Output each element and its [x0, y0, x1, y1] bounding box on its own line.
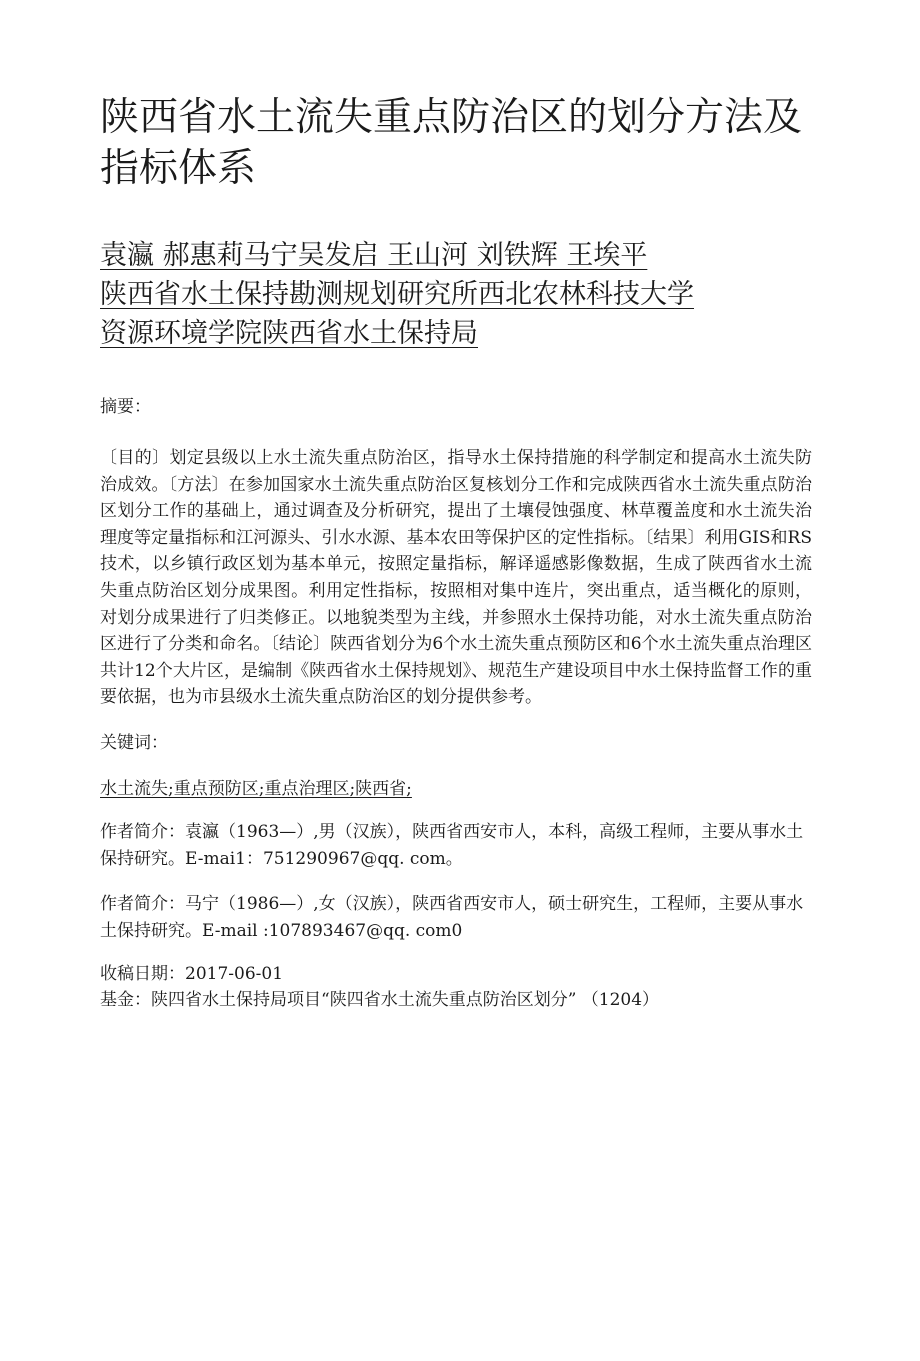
affiliation-line[interactable]: 资源环境学院陕西省水土保持局: [100, 318, 478, 349]
authors-block: [100, 236, 820, 353]
abstract-text: 〔目的〕划定县级以上水土流失重点防治区，指导水土保持措施的科学制定和提高水土流失防治成效。〔方法〕在参加国家水土流失重点防治区复核划分工作和完成陕西省水土流失重点防治区划分工作的基础上，通过调查及分析研究，提出了土壤侵蚀强度、林草覆盖度和水土流失治理度等定量指标和江河源头、引水水源、基本农田等保护区的定性指标。〔结果〕利用GIS和RS技术，以乡镇行政区划为基本单元，按照定量指标，解译遥感影像数据，生成了陕西省水土流失重点防治区划分成果图。利用定性指标，按照相对集中连片，突出重点，适当概化的原则，对划分成果进行了归类修正。以地貌类型为主线，并参照水土保持功能，对水土流失重点防治区进行了分类和命名。〔结论〕陕西省划分为6个水土流失重点预防区和6个水土流失重点治理区共计12个大片区，是编制《陕西省水土保持规划》、规范生产建设项目中水土保持监督工作的重要依据，也为市县级水土流失重点防治区的划分提供参考。: [100, 448, 812, 708]
author-intro-2: 作者简介：马宁（1986—）,女（汉族），陕西省西安市人，硕士研究生，工程师，主要从事水土保持研究。E-mail :107893467@qq. com0: [100, 893, 804, 941]
author-intro-1: 作者简介：袁瀛（1963—）,男（汉族），陕西省西安市人，本科，高级工程师，主要从事水土保持研究。E-mai1：751290967@qq. com。: [100, 821, 804, 869]
authors-line[interactable]: 袁瀛 郝惠莉马宁吴发启 王山河 刘铁辉 王埃平: [100, 240, 648, 271]
publication-info: [100, 961, 820, 1013]
document-title: 陕西省水土流失重点防治区的划分方法及指标体系: [100, 95, 803, 191]
received-date: 收稿日期：2017-06-01: [100, 963, 284, 984]
fund-info: 基金：陕四省水土保持局项目“陕四省水土流失重点防治区划分” （1204）: [100, 989, 660, 1010]
document-page: [100, 92, 820, 1013]
keywords-label: 关键词：: [100, 732, 168, 753]
keywords-links[interactable]: 水土流失;重点预防区;重点治理区;陕西省;: [100, 778, 412, 799]
abstract-label: 摘要：: [100, 397, 151, 417]
affiliation-line[interactable]: 陕西省水土保持勘测规划研究所西北农林科技大学: [100, 279, 694, 310]
